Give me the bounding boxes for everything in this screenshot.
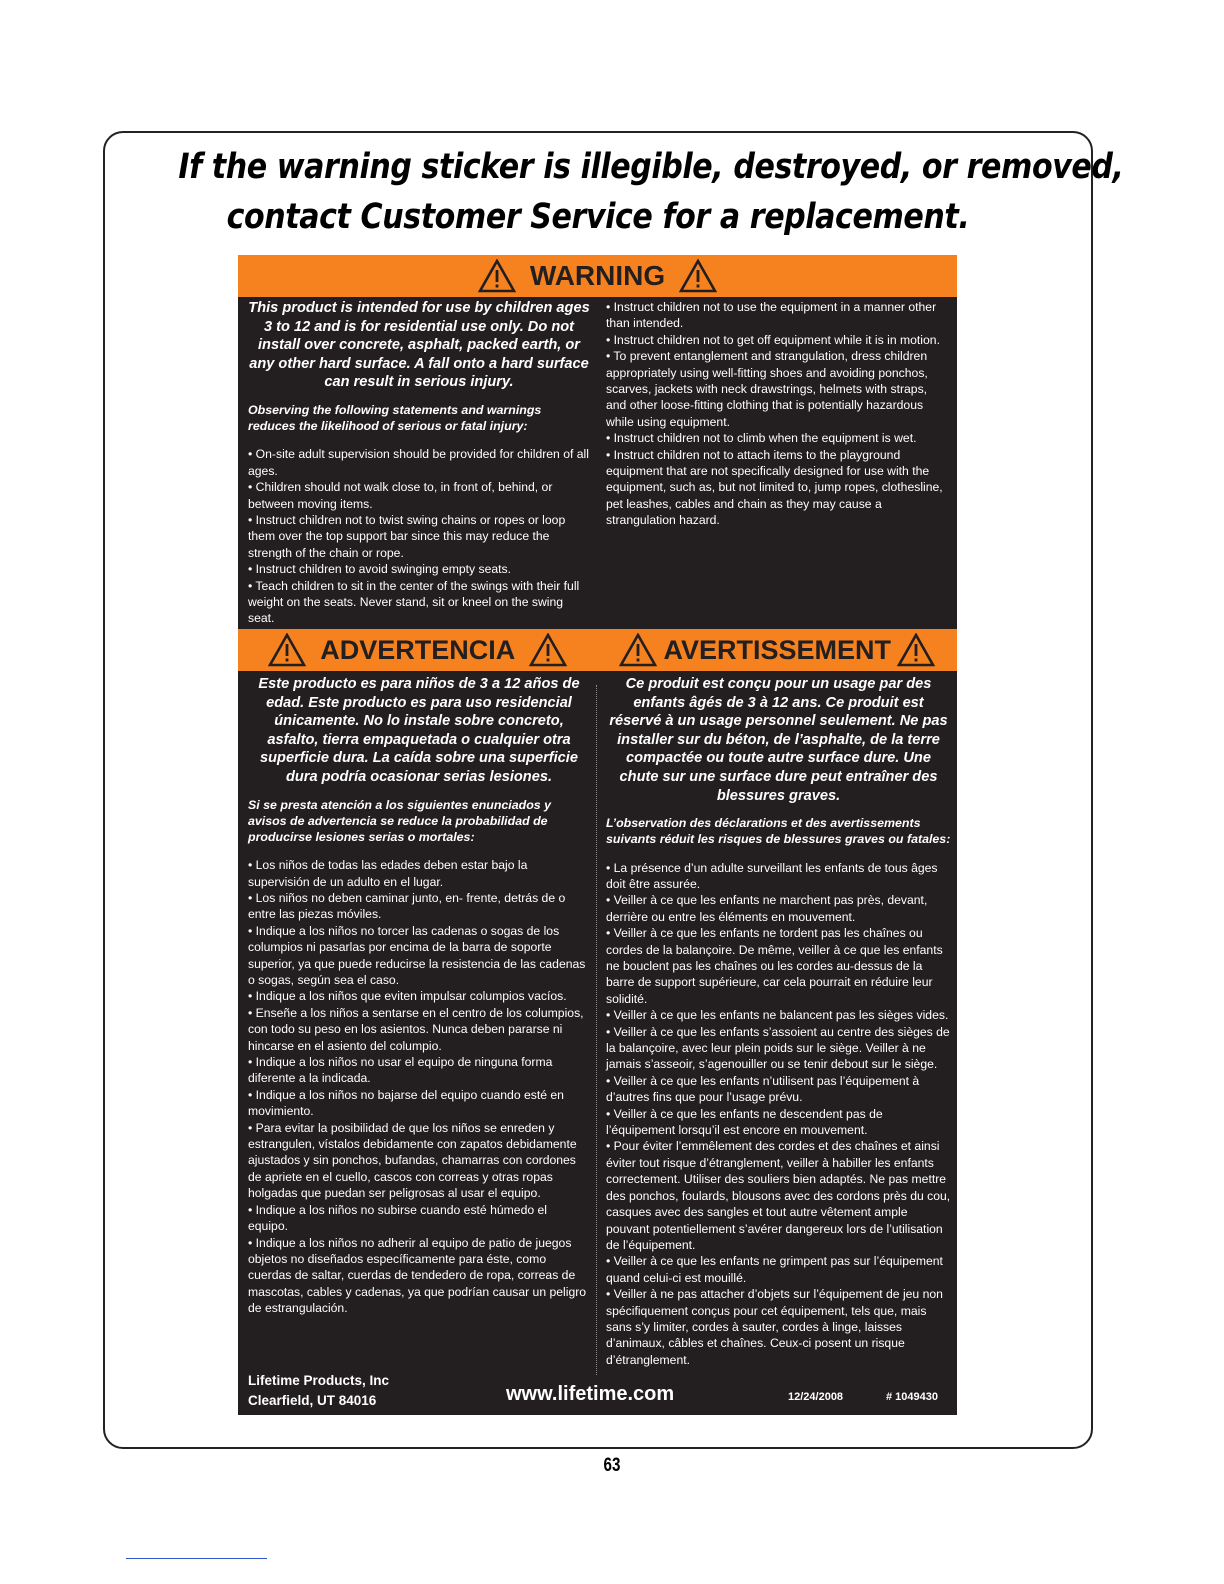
spanish-column (248, 675, 590, 1317)
warning-item: • Children should not walk close to, in front of, behind, or between moving items. (248, 480, 553, 511)
avertissement-header (598, 633, 958, 667)
avertissement-item: • Veiller à ne pas attacher d’objets sur l’équipement de jeu non spécifiquement conçus pour cet équipement, tels que, mais sans s’y limiter, cordes à sauter, cordes à linge, laisses d’animaux, câbles et chaînes. Ceux-ci posent un risque d’étranglement. (606, 1287, 943, 1367)
warning-intro: This product is intended for use by children ages 3 to 12 and is for residential use only. Do not install over concrete, asphalt, packed earth, or any other hard surface. A fall onto a hard surface can result in serious injury. (248, 300, 590, 391)
footnote-rule (126, 1558, 267, 1559)
avertissement-title: AVERTISSEMENT (663, 634, 892, 665)
advertencia-item: • Indique a los niños que eviten impulsar columpios vacíos. (248, 989, 567, 1004)
translation-band (238, 629, 957, 671)
warning-item: • To prevent entanglement and strangulation, dress children appropriately using well-fitting shoes and avoiding ponchos, scarves, jackets with neck drawstrings, helmets with straps, and other loose-fitting clothing that is potentially hazardous while using equipment. (606, 349, 928, 429)
headline-line-2: contact Customer Service for a replacement. (226, 197, 970, 237)
warning-item: • Instruct children not to climb when the equipment is wet. (606, 431, 917, 446)
avertissement-item: • Veiller à ce que les enfants ne tordent pas les chaînes ou cordes de la balançoire. De même, veiller à ce que les enfants ne bouclent pas les chaînes ou les cordes au-dessus de la barre de support supérieure, car cela pourrait en réduire leur solidité. (606, 926, 943, 1006)
avertissement-item: • Veiller à ce que les enfants ne grimpent pas sur l’équipement quand celui-ci est mouillé. (606, 1254, 943, 1285)
advertencia-item: • Indique a los niños no subirse cuando esté húmedo el equipo. (248, 1202, 547, 1234)
warning-band (238, 255, 957, 297)
headline-line-1: If the warning sticker is illegible, destroyed, or removed, (178, 147, 1124, 187)
advertencia-item: • Indique a los niños no usar el equipo de ninguna forma diferente a la indicada. (248, 1055, 553, 1086)
avertissement-item: • Veiller à ce que les enfants ne marchent pas près, devant, derrière ou entre les éléments en mouvement. (606, 893, 928, 924)
company-address (248, 1371, 389, 1411)
warning-item: • Instruct children to avoid swinging empty seats. (248, 562, 512, 577)
advertencia-item: • Los niños no deben caminar junto, en- frente, detrás de o entre las piezas móviles. (248, 890, 566, 922)
warning-sticker (238, 255, 957, 1415)
advertencia-observing-note: Si se presta atención a los siguientes enunciados y avisos de advertencia se reduce la probabilidad de producirse lesiones serias o mortales: (248, 797, 551, 844)
company-name: Lifetime Products, Inc (248, 1373, 390, 1388)
warning-triangle-icon (619, 633, 657, 667)
page-number: 63 (603, 1455, 621, 1476)
website-link[interactable]: www.lifetime.com (506, 1383, 675, 1405)
advertencia-item: • Enseñe a los niños a sentarse en el centro de los columpios, con todo su peso en los asientos. Nunca deben pararse ni hincarse en el asiento del columpio. (248, 1005, 584, 1053)
part-number: # 1049430 (886, 1391, 938, 1403)
warning-item: • Teach children to sit in the center of the swings with their full weight on the seats. Never stand, sit or kneel on the swing seat. (248, 578, 580, 626)
advertencia-item: • Indique a los niños no bajarse del equipo cuando esté en movimiento. (248, 1087, 564, 1119)
avertissement-item: • La présence d’un adulte surveillant les enfants de tous âges doit être assurée. (606, 860, 938, 891)
warning-observing-note: Observing the following statements and warnings reduces the likelihood of serious or fatal injury: (248, 402, 542, 434)
french-column (606, 675, 951, 1368)
avertissement-item: • Veiller à ce que les enfants ne balancent pas les sièges vides. (606, 1008, 949, 1023)
advertencia-item: • Indique a los niños no adherir al equipo de patio de juegos objetos no diseñados específicamente para éste, como cuerdas de saltar, cuerdas de tendedero de ropa, correas de mascotas, cables y cadenas, ya que podrían causar un peligro de estrangulación. (248, 1235, 587, 1316)
warning-triangle-icon (268, 633, 306, 667)
warning-item: • On-site adult supervision should be provided for children of all ages. (248, 447, 589, 478)
advertencia-item: • Para evitar la posibilidad de que los niños se enreden y estrangulen, vístalos debidamente con zapatos debidamente ajustados y sin ponchos, bufandas, chamarras con cordones de apriete en el cuello, cascos con correas y otras ropas holgadas que puedan ser peligrosas al usar el equipo. (248, 1120, 577, 1201)
warning-item: • Instruct children not to get off equipment while it is in motion. (606, 332, 940, 347)
warning-title: WARNING (529, 260, 666, 291)
warning-item: • Instruct children not to twist swing chains or ropes or loop them over the top support bar since this may reduce the strength of the chain or rope. (248, 513, 566, 560)
avertissement-item: • Veiller à ce que les enfants ne descendent pas de l’équipement lorsqu’il est encore en mouvement. (606, 1106, 883, 1138)
company-city: Clearfield, UT 84016 (248, 1393, 377, 1408)
advertencia-title: ADVERTENCIA (320, 634, 516, 665)
avertissement-item: • Pour éviter l’emmêlement des cordes et des chaînes et ainsi éviter tout risque d’étranglement, veiller à habiller les enfants correctement. Utiliser des souliers bien adaptés. Ne pas mettre des ponchos, foulards, blousons avec des cordons près du cou, casques avec des sangles et tout autre vêtement ample pouvant potentiellement s’avérer dangereux lors de l’utilisation de l’équipement. (606, 1139, 951, 1252)
warning-left-column (248, 299, 590, 627)
sticker-date: 12/24/2008 (788, 1391, 844, 1403)
warning-triangle-icon (897, 633, 935, 667)
warning-triangle-icon (679, 259, 717, 293)
warning-triangle-icon (529, 633, 567, 667)
column-divider (596, 685, 597, 1375)
warning-item: • Instruct children not to attach items to the playground equipment that are not specifically designed for use with the equipment, such as, but not limited to, jump ropes, clothesline, pet leashes, cables and chain as they may cause a strangulation hazard. (606, 447, 943, 528)
replacement-notice-headline (178, 142, 1124, 242)
warning-item: • Instruct children not to use the equipment in a manner other than intended. (606, 300, 937, 331)
advertencia-header (238, 633, 598, 667)
warning-triangle-icon (478, 259, 516, 293)
avertissement-observing-note: L’observation des déclarations et des avertissements suivants réduit les risques de blessures graves ou fatales: (606, 816, 951, 847)
avertissement-item: • Veiller à ce que les enfants n’utilisent pas l’équipement à d’autres fins que pour l’usage prévu. (606, 1073, 920, 1105)
advertencia-intro: Este producto es para niños de 3 a 12 años de edad. Este producto es para uso residencial únicamente. No lo instale sobre concreto, asfalto, tierra empaquetada o cualquier otra superficie dura. La caída sobre una superficie dura podría ocasionar serias lesiones. (258, 676, 580, 785)
avertissement-intro: Ce produit est conçu pour un usage par des enfants âgés de 3 à 12 ans. Ce produit est réservé à un usage personnel seulement. Ne pas installer sur du béton, de l’asphalte, de la terre compactée ou toute autre surface dure. Une chute sur une surface dure peut entraîner des blessures graves. (609, 676, 948, 804)
warning-right-column (606, 299, 948, 529)
avertissement-item: • Veiller à ce que les enfants s’assoient au centre des sièges de la balançoire, avec leur plein poids sur le siège. Veiller à ne jamais s’asseoir, s’agenouiller ou se tenir debout sur le siège. (606, 1024, 950, 1072)
advertencia-item: • Los niños de todas las edades deben estar bajo la supervisión de un adulto en el lugar. (248, 858, 528, 889)
advertencia-item: • Indique a los niños no torcer las cadenas o sogas de los columpios ni pasarlas por encima de la barra de soporte superior, ya que puede reducirse la resistencia de las cadenas o sogas, según sea el caso. (248, 923, 586, 988)
